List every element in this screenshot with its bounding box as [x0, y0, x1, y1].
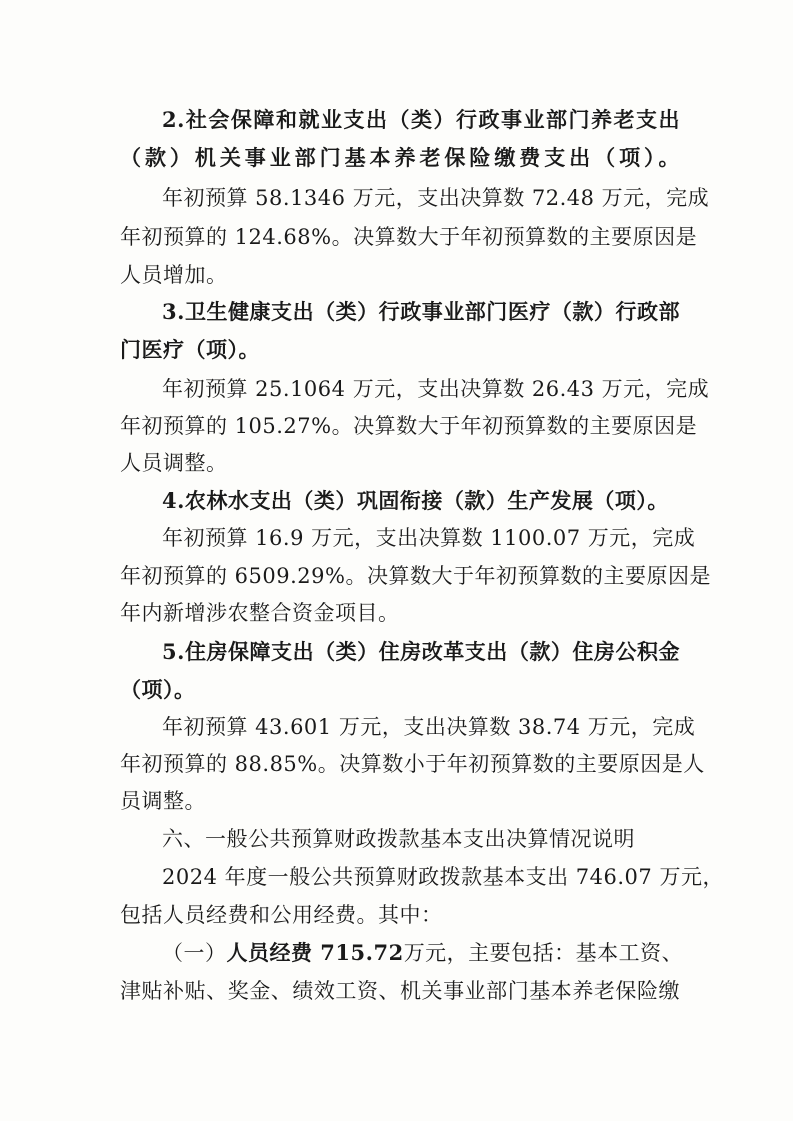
paragraph-line: 包括人员经费和公用经费。其中： [120, 903, 443, 927]
personnel-funds-amount: 人员经费 715.72 [226, 940, 404, 965]
paragraph-line-personnel-funds [162, 938, 684, 968]
paragraph-line: 年初预算的 124.68%。决算数大于年初预算数的主要原因是 [120, 225, 698, 249]
paragraph-line: 年初预算 43.601 万元，支出决算数 38.74 万元，完成 [162, 715, 696, 739]
section-heading-social-security-line2: （款）机关事业部门基本养老保险缴费支出（项）。 [120, 145, 680, 170]
section-heading-health-line2: 门医疗（项）。 [120, 337, 260, 362]
paragraph-line: 年初预算的 6509.29%。决算数大于年初预算数的主要原因是 [120, 564, 711, 588]
section-heading-agriculture: 4.农林水支出（类）巩固衔接（款）生产发展（项）。 [162, 488, 669, 513]
section-heading-housing-line1: 5.住房保障支出（类）住房改革支出（款）住房公积金 [162, 639, 680, 664]
item-prefix: （一） [162, 941, 227, 965]
paragraph-line: 年初预算 58.1346 万元，支出决算数 72.48 万元，完成 [162, 186, 710, 210]
item-rest: 万元，主要包括：基本工资、 [403, 941, 684, 965]
paragraph-line: 津贴补贴、奖金、绩效工资、机关事业部门基本养老保险缴 [120, 979, 680, 1003]
section-heading-health-line1: 3.卫生健康支出（类）行政事业部门医疗（款）行政部 [162, 299, 680, 324]
paragraph-line: 年初预算 16.9 万元，支出决算数 1100.07 万元，完成 [162, 526, 696, 550]
paragraph-line: 员调整。 [120, 789, 206, 813]
section-heading-housing-line2: （项）。 [120, 677, 196, 702]
paragraph-line: 年初预算 25.1064 万元，支出决算数 26.43 万元，完成 [162, 377, 710, 401]
paragraph-line: 年初预算的 105.27%。决算数大于年初预算数的主要原因是 [120, 414, 698, 438]
chapter-heading-basic-expenditure: 六、一般公共预算财政拨款基本支出决算情况说明 [162, 827, 635, 851]
paragraph-line: 年内新增涉农整合资金项目。 [120, 601, 400, 625]
paragraph-line: 人员调整。 [120, 451, 228, 475]
paragraph-line: 人员增加。 [120, 263, 228, 287]
paragraph-line: 2024 年度一般公共预算财政拨款基本支出 746.07 万元， [162, 865, 724, 889]
section-heading-social-security-line1: 2.社会保障和就业支出（类）行政事业部门养老支出 [162, 107, 680, 132]
paragraph-line: 年初预算的 88.85%。决算数小于年初预算数的主要原因是人 [120, 752, 705, 776]
